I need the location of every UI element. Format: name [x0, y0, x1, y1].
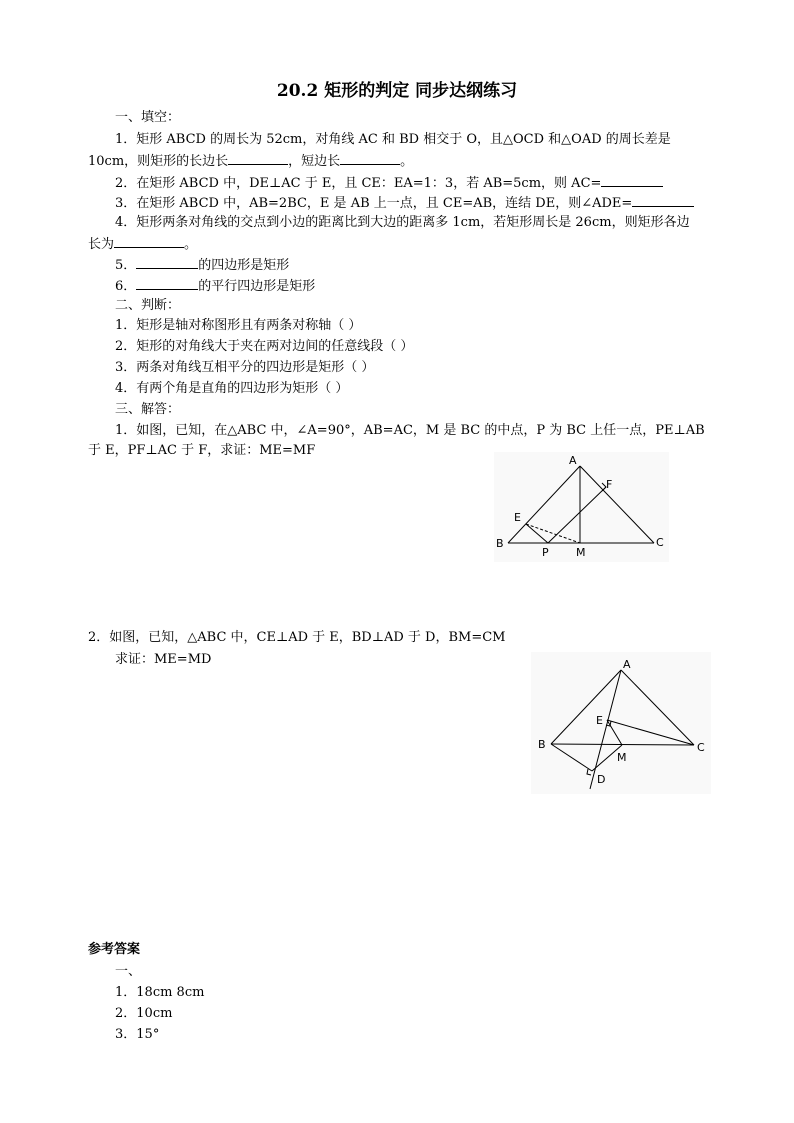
problem-2-line-1: 2．如图，已知，△ABC 中，CE⊥AD 于 E，BD⊥AD 于 D，BM=CM — [88, 630, 506, 645]
question-1-line-2 — [88, 150, 413, 172]
problem-1-line-1: 1．如图，已知，在△ABC 中，∠A=90°，AB=AC，M 是 BC 的中点，P 为 BC 上任一点，PE⊥AB — [115, 423, 705, 438]
answer-item-3: 3．15° — [115, 1027, 160, 1042]
judge-item-3: 3．两条对角线互相平分的四边形是矩形（ ） — [115, 360, 375, 375]
q6-text-1: 6． — [115, 279, 137, 294]
fig2-line-ab — [551, 670, 621, 744]
judge-item-4: 4．有两个角是直角的四边形为矩形（ ） — [115, 381, 349, 396]
figure-1-svg — [494, 452, 669, 562]
fig2-label-e: E — [596, 714, 603, 727]
q1-text-3: 。 — [400, 154, 414, 169]
question-4-line-2 — [88, 233, 197, 255]
judge-item-2: 2．矩形的对角线大于夹在两对边间的任意线段（ ） — [115, 339, 414, 354]
question-1-line-1: 1．矩形 ABCD 的周长为 52cm，对角线 AC 和 BD 相交于 O，且△OCD 和△OAD 的周长差是 — [115, 132, 671, 147]
question-5 — [115, 254, 289, 276]
figure-1 — [494, 452, 669, 562]
problem-2-line-2: 求证：ME=MD — [115, 652, 212, 667]
fig1-label-a: A — [569, 454, 577, 467]
section-heading-judge: 二、判断： — [115, 298, 181, 313]
figure-2-svg — [531, 652, 711, 794]
q5-blank[interactable] — [136, 254, 198, 269]
section-heading-solve: 三、解答： — [115, 402, 181, 417]
q4-text-1: 长为 — [88, 237, 115, 252]
page-title: 20.2 矩形的判定 同步达纲练习 — [276, 81, 518, 101]
fig2-label-c: C — [697, 741, 705, 754]
q6-blank[interactable] — [136, 275, 198, 290]
figure-2 — [531, 652, 711, 794]
fig1-label-b: B — [496, 537, 504, 550]
fig2-label-m: M — [617, 751, 627, 764]
q2-blank[interactable] — [601, 172, 663, 187]
q2-text: 2．在矩形 ABCD 中，DE⊥AC 于 E，且 CE：EA=1：3，若 AB=5cm，则 AC= — [115, 176, 602, 191]
section-heading-fill: 一、填空： — [115, 110, 181, 125]
fig2-label-b: B — [538, 738, 546, 751]
q1-blank-long-side[interactable] — [228, 150, 288, 165]
fig2-line-bc — [551, 744, 694, 745]
question-4-line-1: 4．矩形两条对角线的交点到小边的距离比到大边的距离多 1cm，若矩形周长是 26cm，则矩形各边 — [115, 215, 690, 230]
fig1-line-em — [526, 524, 580, 543]
answers-heading: 参考答案 — [88, 942, 141, 957]
answers-subheading: 一、 — [115, 964, 142, 979]
fig1-line-pe — [526, 524, 548, 543]
q3-text: 3．在矩形 ABCD 中，AB=2BC，E 是 AB 上一点，且 CE=AB，连结 DE，则∠ADE= — [115, 196, 633, 211]
fig2-label-a: A — [623, 658, 631, 671]
fig2-line-bd — [551, 744, 592, 771]
q4-text-2: 。 — [184, 237, 198, 252]
fig2-label-d: D — [597, 773, 606, 786]
fig2-line-ad — [590, 670, 621, 789]
fig1-label-f: F — [606, 478, 613, 491]
fig2-line-ac — [621, 670, 694, 745]
q4-blank[interactable] — [114, 233, 184, 248]
q1-text-1: 10cm，则矩形的长边长 — [88, 154, 229, 169]
fig1-label-p: P — [542, 546, 549, 559]
fig1-line-ac — [580, 466, 654, 543]
question-3 — [115, 192, 694, 214]
fig1-label-m: M — [576, 546, 586, 559]
problem-1-line-2: 于 E，PF⊥AC 于 F，求证：ME=MF — [88, 443, 316, 458]
q1-blank-short-side[interactable] — [340, 150, 400, 165]
answer-item-2: 2．10cm — [115, 1006, 173, 1021]
q6-text-2: 的平行四边形是矩形 — [198, 279, 316, 294]
fig1-label-e: E — [514, 511, 521, 524]
q1-text-2: ，短边长 — [288, 154, 341, 169]
fig1-label-c: C — [656, 536, 664, 549]
question-6 — [115, 275, 315, 297]
fig1-line-ab — [508, 466, 580, 543]
q5-text-1: 5． — [115, 258, 137, 273]
q5-text-2: 的四边形是矩形 — [198, 258, 290, 273]
q3-blank[interactable] — [632, 192, 694, 207]
answer-item-1: 1．18cm 8cm — [115, 985, 205, 1000]
question-2 — [115, 172, 663, 194]
judge-item-1: 1．矩形是轴对称图形且有两条对称轴（ ） — [115, 318, 362, 333]
